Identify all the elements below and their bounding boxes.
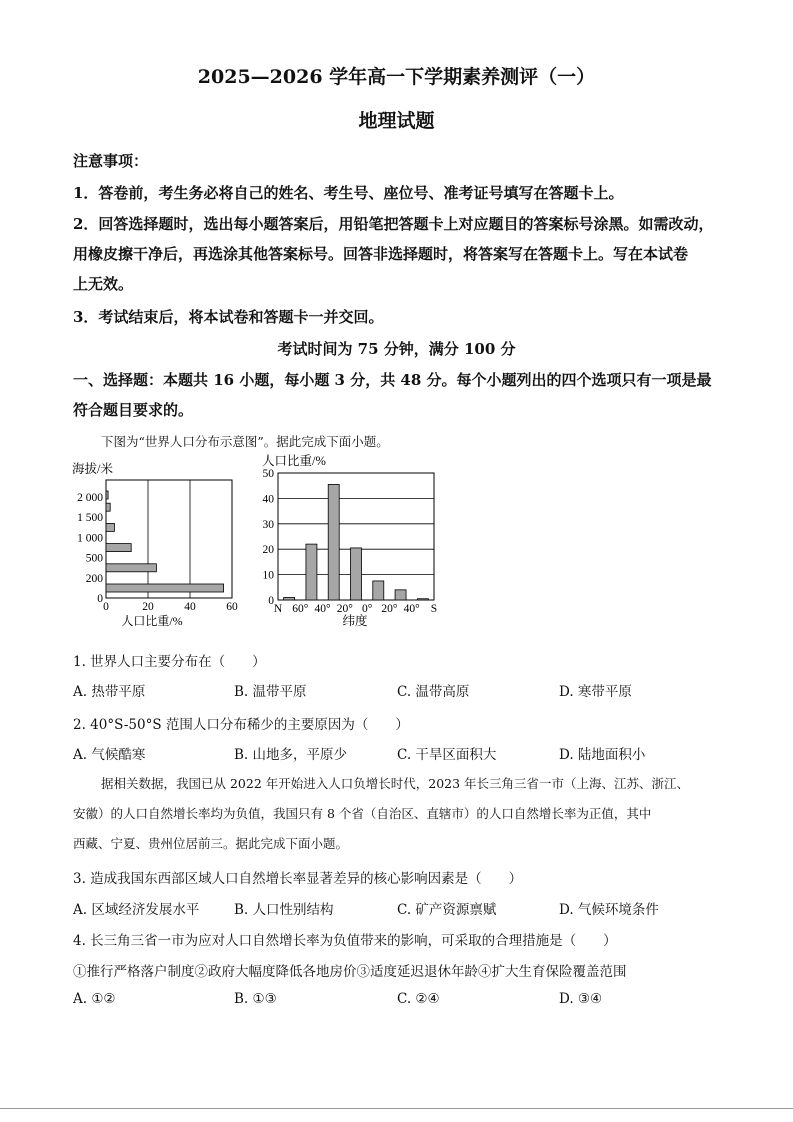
chart1-bar (106, 564, 156, 572)
q2-option-a: A. 气候酷寒 (73, 747, 146, 763)
chart1-bar (106, 523, 114, 531)
chart1-xlabel: 人口比重/% (121, 614, 183, 628)
chart1-frame (106, 480, 232, 598)
chart1-y-tick: 1 000 (77, 532, 103, 545)
chart2-x-tick: N (273, 603, 283, 615)
chart2-xlabel: 纬度 (342, 614, 368, 628)
latitude-population-chart (258, 450, 443, 630)
passage-line: 安徽）的人口自然增长率均为负值，我国只有 8 个省（自治区、直辖市）的人口自然增长率为正值，其中 (73, 806, 652, 821)
page-bottom-rule (0, 1108, 793, 1109)
q1-option-a: A. 热带平原 (73, 684, 146, 700)
notice-item: 2．回答选择题时，选出每小题答案后，用铅笔把答题卡上对应题目的答案标号涂黑。如需改动， (73, 215, 714, 233)
chart2-x-tick: 40° (403, 603, 420, 615)
notice-item: 上无效。 (73, 275, 134, 293)
question-3-stem: 3. 造成我国东西部区域人口自然增长率显著差异的核心影响因素是（ ） (73, 871, 523, 887)
q2-option-d: D. 陆地面积小 (559, 747, 646, 763)
chart1-y-tick: 500 (85, 552, 103, 565)
chart1-x-tick: 40 (184, 601, 196, 613)
passage-line: 据相关数据，我国已从 2022 年开始进入人口负增长时代，2023 年长三角三省一市（上海、江苏、浙江、 (101, 776, 690, 791)
q4-option-c: C. ②④ (397, 991, 440, 1007)
section-heading-cont: 符合题目要求的。 (73, 401, 194, 419)
notice-item: 用橡皮擦干净后，再选涂其他答案标号。回答非选择题时，将答案写在答题卡上。写在本试卷 (73, 245, 689, 263)
chart1-ylabel: 海拔/米 (72, 462, 113, 476)
chart1-bar (106, 544, 131, 552)
q4-option-b: B. ①③ (234, 991, 277, 1007)
q3-option-a: A. 区域经济发展水平 (73, 902, 200, 918)
q1-option-b: B. 温带平原 (234, 684, 307, 700)
exam-title: 2025—2026 学年高一下学期素养测评（一） (197, 66, 596, 88)
notice-heading: 注意事项： (73, 152, 149, 170)
chart1-bar (106, 584, 224, 592)
chart2-y-tick: 50 (262, 468, 274, 480)
question-4-stem: 4. 长三角三省一市为应对人口自然增长率为负值带来的影响，可采取的合理措施是（ ） (73, 933, 617, 949)
chart2-y-tick: 40 (262, 493, 274, 506)
chart2-x-tick: 60° (292, 603, 309, 615)
chart1-y-tick: 1 500 (77, 512, 103, 525)
chart1-bar (106, 503, 110, 511)
q4-option-d: D. ③④ (559, 991, 603, 1007)
chart1-x-tick: 0 (103, 601, 109, 613)
chart2-bar (351, 548, 362, 600)
subject-title: 地理试题 (358, 110, 435, 132)
chart2-y-tick: 20 (262, 544, 274, 557)
figure-intro: 下图为“世界人口分布示意图”。据此完成下面小题。 (101, 434, 389, 449)
chart1-y-tick: 2 000 (77, 492, 103, 504)
q4-option-a: A. ①② (73, 991, 116, 1007)
q3-option-c: C. 矿产资源禀赋 (397, 902, 497, 918)
chart1-bar (106, 491, 108, 499)
notice-item: 1．答卷前，考生务必将自己的姓名、考生号、座位号、准考证号填写在答题卡上。 (73, 184, 624, 202)
notice-item: 3．考试结束后，将本试卷和答题卡一并交回。 (73, 308, 384, 326)
altitude-population-chart (68, 458, 248, 628)
chart2-y-tick: 10 (262, 569, 274, 582)
chart2-x-tick: S (430, 603, 438, 615)
q3-option-b: B. 人口性别结构 (234, 902, 334, 918)
chart1-y-tick: 0 (97, 593, 103, 605)
chart1-x-tick: 60 (226, 601, 238, 613)
chart2-x-tick: 20° (336, 603, 353, 615)
chart2-bar (395, 590, 406, 600)
q2-option-c: C. 干旱区面积大 (397, 747, 497, 763)
q1-option-c: C. 温带高原 (397, 684, 470, 700)
question-1-stem: 1. 世界人口主要分布在（ ） (73, 654, 266, 670)
chart2-x-tick: 40° (314, 603, 331, 615)
chart1-x-tick: 20 (142, 601, 154, 613)
chart2-y-tick: 30 (262, 518, 274, 531)
q1-option-d: D. 寒带平原 (559, 684, 632, 700)
chart2-bar (373, 581, 384, 600)
q2-option-b: B. 山地多，平原少 (234, 747, 348, 763)
chart2-y-tick: 0 (268, 595, 274, 607)
chart2-ylabel: 人口比重/% (262, 454, 326, 468)
chart1-y-tick: 200 (85, 572, 103, 585)
chart2-x-tick: 0° (361, 603, 373, 615)
section-heading: 一、选择题：本题共 16 小题，每小题 3 分，共 48 分。每个小题列出的四个选项只有一项是最 (73, 371, 712, 389)
chart2-bar (284, 597, 295, 600)
exam-time: 考试时间为 75 分钟，满分 100 分 (277, 340, 516, 358)
chart2-bar (306, 544, 317, 600)
chart2-x-tick: 20° (381, 603, 398, 615)
question-4-statements: ①推行严格落户制度②政府大幅度降低各地房价③适度延迟退休年龄④扩大生育保险覆盖范围 (73, 964, 627, 980)
passage-line: 西藏、宁夏、贵州位居前三。据此完成下面小题。 (73, 836, 349, 851)
chart2-bar (417, 599, 428, 600)
question-2-stem: 2. 40°S-50°S 范围人口分布稀少的主要原因为（ ） (73, 717, 409, 733)
q3-option-d: D. 气候环境条件 (559, 902, 659, 918)
chart2-bar (328, 484, 339, 600)
